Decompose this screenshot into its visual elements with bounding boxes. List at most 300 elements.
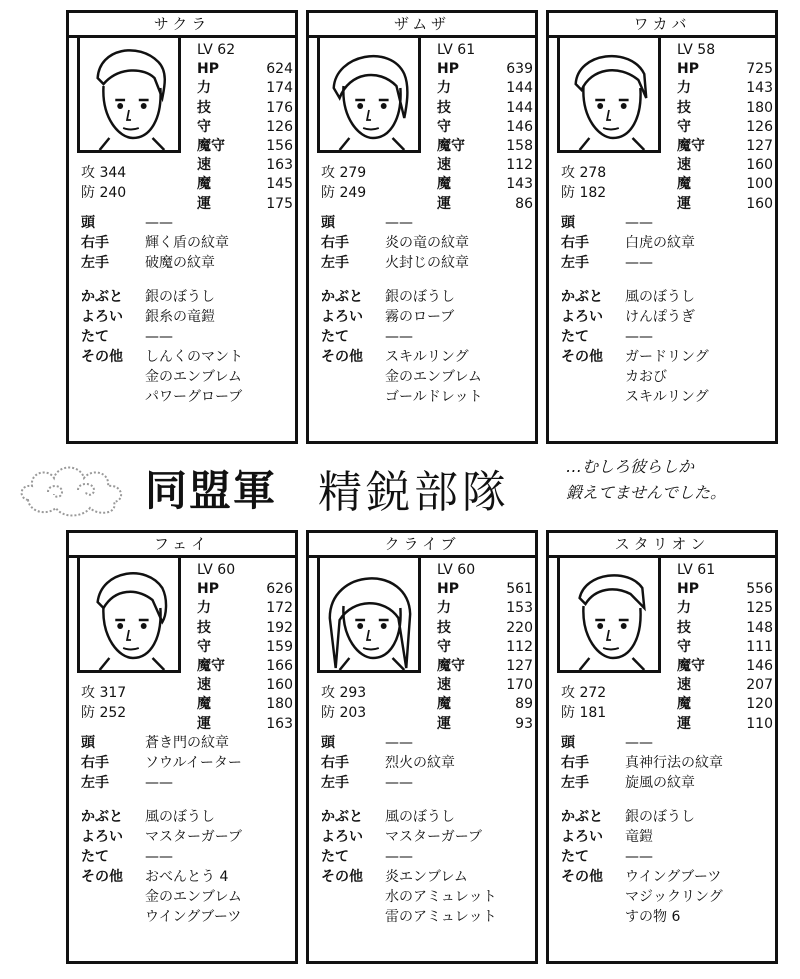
gear-slot [321, 347, 531, 367]
gear-other-item: 金のエンブレム [385, 369, 482, 385]
stat-value: 175 [266, 195, 293, 212]
gear-slot-value: —— [145, 329, 173, 345]
stat-value: 111 [746, 638, 773, 655]
stat-label: HP [437, 581, 459, 598]
gear-slot-label: かぶと [321, 289, 363, 305]
rune-slot-value: —— [385, 775, 413, 791]
stat-row [677, 619, 773, 638]
rune-slot-label: 頭 [81, 735, 95, 751]
gear-slot-value: マスターガーブ [145, 829, 243, 845]
gear-slot [81, 807, 291, 827]
stat-label: 速 [437, 157, 451, 174]
stat-label: 守 [677, 118, 691, 135]
rune-slot-value: 真神行法の紋章 [625, 755, 723, 771]
stat-value: 100 [746, 176, 773, 193]
gear-slot [321, 867, 531, 887]
stat-value: 639 [506, 61, 533, 78]
gear-slot [81, 287, 291, 307]
gear-slot-label: かぶと [81, 809, 123, 825]
stat-row [677, 175, 773, 194]
gear-slot-label: よろい [81, 309, 123, 325]
gear-slot-label: その他 [81, 869, 123, 885]
gear-slot-label: かぶと [561, 289, 603, 305]
stat-label: 魔守 [437, 138, 465, 155]
stat-value: 127 [746, 138, 773, 155]
character-portrait [557, 555, 661, 673]
gear-slot-value: —— [145, 849, 173, 865]
character-card [546, 530, 778, 964]
stats-block [437, 561, 533, 734]
character-card [306, 530, 538, 964]
gear-slot [321, 287, 531, 307]
stat-label: HP [197, 61, 219, 78]
gear-other-item: パワーグローブ [145, 389, 243, 405]
level-label: LV 61 [437, 42, 476, 58]
banner-note-line1: …むしろ彼らしか [566, 457, 695, 476]
rune-slot-value: 蒼き門の紋章 [145, 735, 229, 751]
rune-slot-label: 頭 [81, 215, 95, 231]
stat-label: 魔 [677, 696, 691, 713]
stat-value: 143 [746, 80, 773, 97]
attack-defense [561, 683, 606, 723]
stat-row [437, 657, 533, 676]
gear-slot [81, 327, 291, 347]
attack-defense [561, 163, 606, 203]
stat-row [197, 676, 293, 695]
stat-label: 力 [677, 600, 691, 617]
stat-label: 力 [197, 600, 211, 617]
gear-slot-label: たて [561, 849, 589, 865]
gear-slot-value: 風のぼうし [145, 809, 215, 825]
stat-row [437, 676, 533, 695]
gear-slot-label: よろい [561, 309, 603, 325]
stat-label: 力 [197, 80, 211, 97]
stat-value: 220 [506, 619, 533, 636]
gear-slot-label: かぶと [81, 289, 123, 305]
character-portrait [77, 35, 181, 153]
stat-value: 176 [266, 99, 293, 116]
stat-row [437, 715, 533, 734]
stat-label: 魔守 [437, 658, 465, 675]
rune-slot [321, 773, 531, 793]
rune-slot-value: 炎の竜の紋章 [385, 235, 469, 251]
attack-value: 攻 293 [321, 685, 367, 701]
gear-slot-value: 銀のぼうし [625, 809, 695, 825]
banner-title-main: 同盟軍 [145, 466, 278, 515]
stat-row [197, 118, 293, 137]
stat-value: 180 [746, 99, 773, 116]
defense-value: 防 203 [321, 705, 367, 721]
attack-defense [81, 163, 126, 203]
stat-label: HP [437, 61, 459, 78]
rune-slot-label: 右手 [321, 755, 349, 771]
gear-slot [561, 287, 771, 307]
stat-label: 運 [437, 715, 451, 732]
gear-slot-value: けんぽうぎ [625, 309, 695, 325]
character-portrait [557, 35, 661, 153]
equipment-block [321, 213, 531, 407]
stat-label: 守 [677, 638, 691, 655]
stat-row [437, 99, 533, 118]
stat-value: 112 [506, 638, 533, 655]
rune-slot-value: 白虎の紋章 [625, 235, 695, 251]
gear-slot-label: よろい [321, 829, 363, 845]
rune-slot-value: 破魔の紋章 [145, 255, 215, 271]
rune-slot-value: 火封じの紋章 [385, 255, 469, 271]
stat-row [437, 195, 533, 214]
stat-value: 126 [266, 118, 293, 135]
character-card [546, 10, 778, 444]
stat-label: 速 [197, 157, 211, 174]
stat-value: 172 [266, 600, 293, 617]
defense-value: 防 182 [561, 185, 607, 201]
character-name: ワカバ [549, 13, 775, 38]
rune-slot [81, 253, 291, 273]
stat-label: 魔 [197, 696, 211, 713]
rune-slot-label: 左手 [81, 255, 109, 271]
stat-row [677, 580, 773, 599]
gear-slot-label: その他 [561, 349, 603, 365]
rune-slot-label: 頭 [321, 215, 335, 231]
stat-row [437, 60, 533, 79]
stat-label: 守 [197, 638, 211, 655]
stats-block [197, 561, 293, 734]
stat-value: 180 [266, 696, 293, 713]
attack-value: 攻 344 [81, 165, 127, 181]
stat-label: 守 [197, 118, 211, 135]
gear-slot-value: —— [625, 329, 653, 345]
stat-row [197, 580, 293, 599]
stat-value: 192 [266, 619, 293, 636]
stat-value: 110 [746, 715, 773, 732]
equipment-block [81, 213, 291, 407]
stat-value: 626 [266, 581, 293, 598]
gear-slot-value: —— [625, 849, 653, 865]
character-portrait [77, 555, 181, 673]
gear-other-item: スキルリング [625, 389, 709, 405]
gear-slot [321, 307, 531, 327]
gear-slot [321, 327, 531, 347]
stat-value: 89 [515, 696, 533, 713]
stat-value: 174 [266, 80, 293, 97]
stat-row [677, 137, 773, 156]
stat-value: 556 [746, 581, 773, 598]
stat-label: 魔守 [197, 658, 225, 675]
stat-row [197, 695, 293, 714]
stat-label: 運 [677, 195, 691, 212]
stat-value: 145 [266, 176, 293, 193]
gear-slot-value: ウイングブーツ [625, 869, 722, 885]
rune-slot [561, 253, 771, 273]
attack-value: 攻 278 [561, 165, 607, 181]
rune-slot-label: 左手 [81, 775, 109, 791]
stat-row [197, 715, 293, 734]
defense-value: 防 181 [561, 705, 607, 721]
attack-defense [321, 683, 366, 723]
gear-slot-label: たて [321, 849, 349, 865]
stat-row [437, 695, 533, 714]
stat-label: 技 [437, 619, 451, 636]
stat-label: 魔守 [197, 138, 225, 155]
stat-label: 技 [677, 619, 691, 636]
gear-slot-label: その他 [81, 349, 123, 365]
stat-value: 86 [515, 195, 533, 212]
stat-value: 156 [266, 138, 293, 155]
gear-slot-value: しんくのマント [145, 349, 243, 365]
stat-label: 守 [437, 638, 451, 655]
gear-slot [561, 827, 771, 847]
stat-value: 144 [506, 80, 533, 97]
stat-row [197, 99, 293, 118]
stat-row [677, 695, 773, 714]
stat-row [437, 638, 533, 657]
stat-label: 魔 [677, 176, 691, 193]
stat-row [197, 619, 293, 638]
rune-slot-label: 左手 [321, 255, 349, 271]
gear-other-item: すの物 6 [625, 909, 681, 925]
defense-value: 防 249 [321, 185, 367, 201]
gear-slot-value: 風のぼうし [385, 809, 455, 825]
rune-slot [321, 753, 531, 773]
stat-label: 速 [677, 677, 691, 694]
rune-slot-value: ソウルイーター [145, 755, 242, 771]
rune-slot-value: —— [145, 215, 173, 231]
rune-slot-label: 左手 [561, 775, 589, 791]
stat-value: 725 [746, 61, 773, 78]
gear-slot-label: よろい [321, 309, 363, 325]
stats-block [677, 41, 773, 214]
rune-slot [81, 733, 291, 753]
gear-slot-value: マスターガーブ [385, 829, 483, 845]
rune-slot [81, 233, 291, 253]
equipment-block [321, 733, 531, 927]
level-label: LV 60 [197, 562, 236, 578]
stat-row [197, 657, 293, 676]
stat-value: 170 [506, 677, 533, 694]
stat-row [437, 175, 533, 194]
rune-slot-value: —— [625, 255, 653, 271]
stat-label: 運 [197, 195, 211, 212]
stat-value: 126 [746, 118, 773, 135]
stat-label: 技 [677, 99, 691, 116]
stat-row [677, 79, 773, 98]
rune-slot-value: —— [625, 735, 653, 751]
cloud-icon [18, 460, 128, 520]
defense-value: 防 252 [81, 705, 127, 721]
gear-slot [81, 827, 291, 847]
stat-label: 速 [677, 157, 691, 174]
rune-slot-label: 頭 [561, 215, 575, 231]
gear-slot-value: 霧のローブ [385, 309, 455, 325]
stat-value: 160 [266, 677, 293, 694]
gear-slot [321, 807, 531, 827]
gear-other-item: 雷のアミュレット [385, 909, 497, 925]
equipment-block [561, 213, 771, 407]
gear-slot-label: その他 [321, 869, 363, 885]
rune-slot-label: 左手 [321, 775, 349, 791]
attack-defense [81, 683, 126, 723]
stat-value: 144 [506, 99, 533, 116]
stat-value: 158 [506, 138, 533, 155]
rune-slot-label: 右手 [81, 235, 109, 251]
gear-slot-label: たて [561, 329, 589, 345]
level-label: LV 61 [677, 562, 716, 578]
character-name: フェイ [69, 533, 295, 558]
stat-label: HP [677, 581, 699, 598]
banner-title-sub: 精鋭部隊 [318, 467, 510, 518]
stat-value: 160 [746, 195, 773, 212]
stat-value: 163 [266, 157, 293, 174]
character-name: サクラ [69, 13, 295, 38]
rune-slot-value: 烈火の紋章 [385, 755, 455, 771]
rune-slot-label: 右手 [321, 235, 349, 251]
gear-slot-value: 銀糸の竜鎧 [145, 309, 215, 325]
gear-slot-label: たて [321, 329, 349, 345]
stat-value: 143 [506, 176, 533, 193]
stat-row [197, 137, 293, 156]
stat-row [197, 195, 293, 214]
equipment-block [81, 733, 291, 927]
banner-note [566, 454, 726, 506]
attack-value: 攻 279 [321, 165, 367, 181]
rune-slot [561, 733, 771, 753]
stat-row [677, 599, 773, 618]
stat-row [677, 676, 773, 695]
rune-slot-label: 左手 [561, 255, 589, 271]
character-card [306, 10, 538, 444]
gear-slot [561, 847, 771, 867]
gear-slot [321, 827, 531, 847]
rune-slot [81, 753, 291, 773]
gear-slot-value: ガードリング [625, 349, 709, 365]
stat-row [437, 619, 533, 638]
gear-slot-label: その他 [321, 349, 363, 365]
rune-slot [81, 773, 291, 793]
stat-row [197, 175, 293, 194]
stat-value: 624 [266, 61, 293, 78]
defense-value: 防 240 [81, 185, 127, 201]
gear-slot-value: 風のぼうし [625, 289, 695, 305]
stat-value: 561 [506, 581, 533, 598]
stat-row [677, 60, 773, 79]
stat-value: 112 [506, 157, 533, 174]
gear-slot-label: その他 [561, 869, 603, 885]
stat-row [437, 156, 533, 175]
gear-slot [81, 307, 291, 327]
stat-value: 153 [506, 600, 533, 617]
gear-slot [561, 327, 771, 347]
gear-slot-value: おべんとう 4 [145, 869, 229, 885]
rune-slot-value: —— [385, 735, 413, 751]
level-label: LV 60 [437, 562, 476, 578]
character-portrait [317, 35, 421, 153]
gear-slot-label: かぶと [561, 809, 603, 825]
gear-slot-value: 竜鎧 [625, 829, 653, 845]
rune-slot [561, 753, 771, 773]
gear-slot-label: かぶと [321, 809, 363, 825]
stat-row [677, 657, 773, 676]
character-name: ザムザ [309, 13, 535, 38]
character-name: クライブ [309, 533, 535, 558]
rune-slot [321, 253, 531, 273]
stat-label: 技 [197, 99, 211, 116]
rune-slot-value: 輝く盾の紋章 [145, 235, 229, 251]
gear-slot-value: 銀のぼうし [385, 289, 455, 305]
rune-slot-label: 右手 [81, 755, 109, 771]
gear-slot [81, 347, 291, 367]
stat-label: 力 [437, 600, 451, 617]
rune-slot-value: 旋風の紋章 [625, 775, 695, 791]
character-card [66, 530, 298, 964]
stat-label: 魔 [437, 176, 451, 193]
rune-slot [321, 213, 531, 233]
gear-other-item: マジックリング [625, 889, 723, 905]
stat-row [437, 79, 533, 98]
stat-value: 148 [746, 619, 773, 636]
stat-value: 207 [746, 677, 773, 694]
gear-other-item: ゴールドレット [385, 389, 483, 405]
gear-slot [561, 867, 771, 887]
rune-slot [81, 213, 291, 233]
character-portrait [317, 555, 421, 673]
character-name: スタリオン [549, 533, 775, 558]
rune-slot-label: 頭 [321, 735, 335, 751]
stats-block [437, 41, 533, 214]
rune-slot-label: 右手 [561, 235, 589, 251]
gear-slot [561, 307, 771, 327]
stat-label: 運 [677, 715, 691, 732]
gear-slot-value: —— [385, 849, 413, 865]
rune-slot-value: —— [625, 215, 653, 231]
stat-row [197, 79, 293, 98]
stat-value: 93 [515, 715, 533, 732]
stat-value: 159 [266, 638, 293, 655]
attack-value: 攻 317 [81, 685, 127, 701]
rune-slot [561, 233, 771, 253]
stat-label: 速 [437, 677, 451, 694]
gear-slot-label: よろい [561, 829, 603, 845]
stats-block [197, 41, 293, 214]
gear-slot [321, 847, 531, 867]
stat-row [677, 156, 773, 175]
equipment-block [561, 733, 771, 927]
rune-slot-value: —— [385, 215, 413, 231]
level-label: LV 58 [677, 42, 716, 58]
stat-value: 120 [746, 696, 773, 713]
stat-row [677, 118, 773, 137]
stat-label: 技 [197, 619, 211, 636]
stat-row [197, 599, 293, 618]
gear-slot-label: たて [81, 329, 109, 345]
rune-slot [561, 773, 771, 793]
stat-row [437, 580, 533, 599]
gear-slot [561, 347, 771, 367]
stat-row [677, 99, 773, 118]
stat-label: 魔 [437, 696, 451, 713]
stat-value: 163 [266, 715, 293, 732]
stats-block [677, 561, 773, 734]
stat-label: 魔 [197, 176, 211, 193]
stat-row [437, 118, 533, 137]
stat-label: 運 [437, 195, 451, 212]
rune-slot-value: —— [145, 775, 173, 791]
stat-label: 魔守 [677, 138, 705, 155]
attack-value: 攻 272 [561, 685, 607, 701]
character-card [66, 10, 298, 444]
gear-slot-label: たて [81, 849, 109, 865]
stat-label: HP [197, 581, 219, 598]
stat-row [677, 195, 773, 214]
